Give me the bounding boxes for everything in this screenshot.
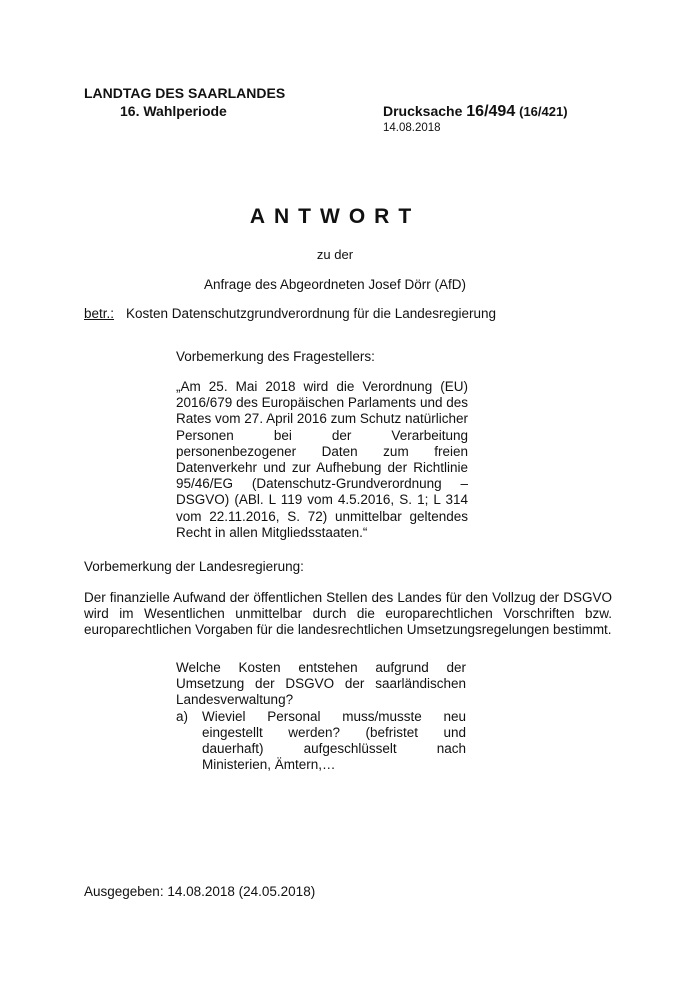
parliament-name: LANDTAG DES SAARLANDES [84, 85, 286, 101]
subject-text: Kosten Datenschutzgrundverordnung für die Landesregierung [126, 306, 497, 321]
document-reference [383, 102, 568, 135]
question-block [176, 660, 466, 773]
document-date: 14.08.2018 [383, 122, 441, 134]
questioner-preamble-title: Vorbemerkung des Fragestellers: [176, 349, 375, 364]
drucksache-label: Drucksache [383, 103, 463, 119]
legislative-period: 16. Wahlperiode [120, 103, 227, 119]
document-title: ANTWORT [249, 205, 421, 228]
issued-footer: Ausgegeben: 14.08.2018 (24.05.2018) [84, 884, 316, 899]
question-text: Welche Kosten entstehen aufgrund der Umsetzung der DSGVO der saarländischen Landesverwaltung? [176, 660, 466, 708]
drucksache-previous-number: (16/421) [519, 104, 568, 119]
subject-line [84, 306, 496, 321]
subject-label: betr.: [84, 306, 115, 321]
document-subtitle: zu der [316, 247, 354, 262]
question-subitem [176, 709, 466, 774]
drucksache-number: 16/494 [466, 103, 516, 120]
government-preamble-title: Vorbemerkung der Landesregierung: [84, 559, 304, 574]
questioner-preamble-text: „Am 25. Mai 2018 wird die Verordnung (EU) 2016/679 des Europäischen Parlaments und des Rates vom 27. April 2016 zum Schutz natürlicher Personen bei der Verarbeitung personenbezogener Daten zum freien Datenverkehr und zur Aufhebung der Richtlinie 95/46/EG (Datenschutz-Grundverordnung – DSGVO) (ABl. L 119 vom 4.5.2016, S. 1; L 314 vom 22.11.2016, S. 72) unmittelbar geltendes Recht in allen Mitgliedsstaaten.“ [176, 379, 468, 540]
government-preamble-text: Der finanzielle Aufwand der öffentlichen Stellen des Landes für den Vollzug der DSGVO wird im Wesentlichen unmittelbar durch die europarechtlichen Vorschriften bzw. europarechtlichen Vorgaben für die landesrechtlichen Umsetzungsregelungen bestimmt. [84, 590, 612, 638]
document-header [84, 84, 285, 120]
inquiry-line: Anfrage des Abgeordneten Josef Dörr (AfD) [204, 277, 466, 292]
drucksache-line [383, 102, 568, 121]
subitem-text: Wieviel Personal muss/musste neu eingestellt werden? (befristet und dauerhaft) aufgeschlüsselt nach Ministerien, Ämtern,… [202, 708, 466, 773]
subitem-marker: a) [176, 708, 189, 724]
